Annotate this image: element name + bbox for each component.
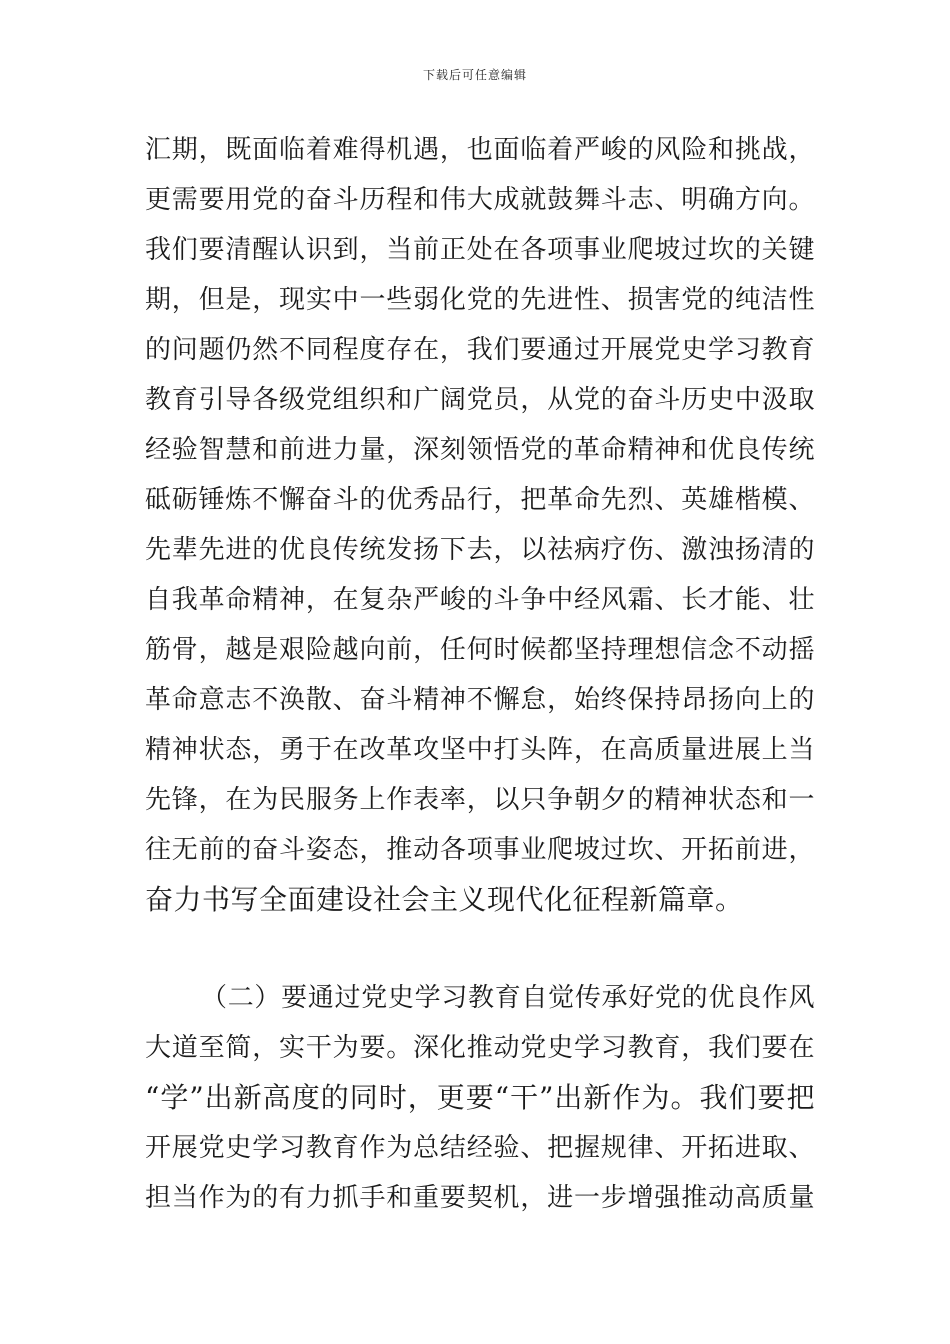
text-line: 教育引导各级党组织和广阔党员，从党的奋斗历史中汲取 <box>145 385 815 415</box>
text-line: 汇期，既面临着难得机遇，也面临着严峻的风险和挑战， <box>145 135 815 165</box>
page-header: 下载后可任意编辑 <box>422 68 527 82</box>
text-line: 我们要清醒认识到，当前正处在各项事业爬坡过坎的关键 <box>145 235 815 265</box>
text-line: 奋力书写全面建设社会主义现代化征程新篇章。 <box>145 883 744 916</box>
text-line: 先辈先进的优良传统发扬下去，以祛病疗伤、激浊扬清的 <box>145 535 815 565</box>
text-line: 担当作为的有力抓手和重要契机，进一步增强推动高质量 <box>145 1183 815 1213</box>
text-line: 大道至简，实干为要。深化推动党史学习教育，我们要在 <box>145 1033 815 1063</box>
text-line: 经验智慧和前进力量，深刻领悟党的革命精神和优良传统 <box>145 435 815 465</box>
text-line: 先锋，在为民服务上作表率，以只争朝夕的精神状态和一 <box>145 785 815 815</box>
text-line: 开展党史学习教育作为总结经验、把握规律、开拓进取、 <box>145 1133 815 1163</box>
text-line: 期，但是，现实中一些弱化党的先进性、损害党的纯洁性 <box>145 285 815 315</box>
section-heading-line: （二）要通过党史学习教育自觉传承好党的优良作风 <box>201 983 815 1013</box>
text-line: 往无前的奋斗姿态，推动各项事业爬坡过坎、开拓前进， <box>145 835 815 865</box>
text-line: 筋骨，越是艰险越向前，任何时候都坚持理想信念不动摇 <box>145 635 815 665</box>
text-line: 砥砺锤炼不懈奋斗的优秀品行，把革命先烈、英雄楷模、 <box>145 485 815 515</box>
text-line: 精神状态，勇于在改革攻坚中打头阵，在高质量进展上当 <box>145 735 815 765</box>
text-line: 革命意志不涣散、奋斗精神不懈怠，始终保持昂扬向上的 <box>145 685 815 715</box>
text-line: “学”出新高度的同时，更要“干”出新作为。我们要把 <box>145 1081 815 1114</box>
text-line: 更需要用党的奋斗历程和伟大成就鼓舞斗志、明确方向。 <box>145 185 815 215</box>
text-line: 自我革命精神，在复杂严峻的斗争中经风霜、长才能、壮 <box>145 585 815 615</box>
text-line: 的问题仍然不同程度存在，我们要通过开展党史学习教育 <box>145 335 815 365</box>
